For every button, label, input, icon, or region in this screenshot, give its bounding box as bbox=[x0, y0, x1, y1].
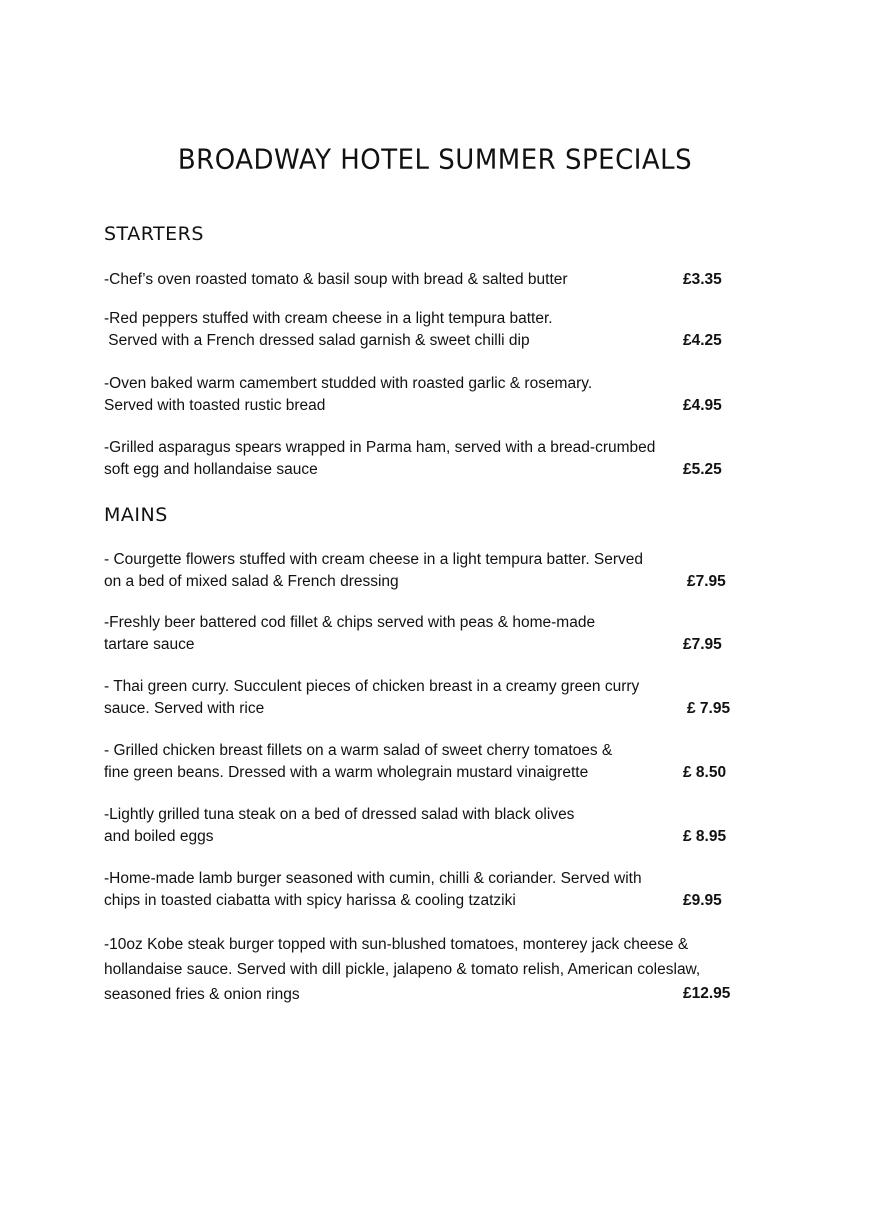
menu-item-line: fine green beans. Dressed with a warm wholegrain mustard vinaigrette bbox=[104, 764, 589, 781]
menu-item-line: Served with toasted rustic bread bbox=[104, 397, 326, 414]
menu-item-line: chips in toasted ciabatta with spicy harissa & cooling tzatziki bbox=[104, 892, 516, 909]
menu-item-description bbox=[104, 868, 744, 912]
menu-item-line: - Grilled chicken breast fillets on a warm salad of sweet cherry tomatoes & bbox=[104, 742, 613, 759]
menu-item-price: £4.25 bbox=[683, 332, 722, 349]
menu-item-line: -Lightly grilled tuna steak on a bed of dressed salad with black olives bbox=[104, 806, 575, 823]
menu-item-price: £5.25 bbox=[683, 461, 722, 478]
menu-item-line: on a bed of mixed salad & French dressing bbox=[104, 573, 399, 590]
menu-item-price: £ 7.95 bbox=[687, 700, 731, 717]
menu-item-line: soft egg and hollandaise sauce bbox=[104, 461, 318, 478]
section-heading-starters: STARTERS bbox=[104, 223, 204, 245]
menu-item-line: -Home-made lamb burger seasoned with cumin, chilli & coriander. Served with bbox=[104, 870, 642, 887]
menu-item-description bbox=[104, 437, 744, 481]
menu-item-price: £9.95 bbox=[683, 892, 722, 909]
menu-item-line: -Grilled asparagus spears wrapped in Parma ham, served with a bread-crumbed bbox=[104, 439, 656, 456]
menu-item-line: tartare sauce bbox=[104, 636, 195, 653]
menu-title: BROADWAY HOTEL SUMMER SPECIALS bbox=[177, 144, 693, 176]
menu-item-line: -10oz Kobe steak burger topped with sun-blushed tomatoes, monterey jack cheese & bbox=[104, 936, 689, 953]
menu-item-price: £7.95 bbox=[687, 573, 726, 590]
menu-item-line: -Chef’s oven roasted tomato & basil soup with bread & salted butter bbox=[104, 271, 568, 288]
menu-item-price: £3.35 bbox=[683, 271, 722, 288]
menu-item-line: - Thai green curry. Succulent pieces of chicken breast in a creamy green curry bbox=[104, 678, 640, 695]
menu-item-description bbox=[104, 549, 744, 593]
menu-item-price: £4.95 bbox=[683, 397, 722, 414]
menu-item-line: - Courgette flowers stuffed with cream cheese in a light tempura batter. Served bbox=[104, 551, 644, 568]
menu-item-price: £ 8.95 bbox=[683, 828, 727, 845]
menu-item-description bbox=[104, 932, 744, 1007]
menu-item-line: -Oven baked warm camembert studded with roasted garlic & rosemary. bbox=[104, 375, 593, 392]
menu-item-description bbox=[104, 676, 744, 720]
menu-item-description bbox=[104, 740, 744, 784]
menu-item-description bbox=[104, 612, 744, 656]
menu-item-line: Served with a French dressed salad garnish & sweet chilli dip bbox=[104, 332, 530, 349]
menu-item-description bbox=[104, 308, 744, 352]
menu-item-price: £7.95 bbox=[683, 636, 722, 653]
menu-item-price: £12.95 bbox=[683, 985, 731, 1002]
menu-item-line: hollandaise sauce. Served with dill pickle, jalapeno & tomato relish, American coleslaw, bbox=[104, 961, 701, 978]
menu-item-description bbox=[104, 804, 744, 848]
menu-item-description bbox=[104, 373, 744, 417]
menu-item-line: sauce. Served with rice bbox=[104, 700, 265, 717]
menu-item-line: seasoned fries & onion rings bbox=[104, 986, 300, 1003]
menu-item-line: -Freshly beer battered cod fillet & chips served with peas & home-made bbox=[104, 614, 596, 631]
menu-item-description bbox=[104, 269, 744, 291]
menu-item-line: and boiled eggs bbox=[104, 828, 214, 845]
section-heading-mains: MAINS bbox=[104, 504, 168, 526]
menu-item-price: £ 8.50 bbox=[683, 764, 727, 781]
menu-item-line: -Red peppers stuffed with cream cheese in a light tempura batter. bbox=[104, 310, 553, 327]
